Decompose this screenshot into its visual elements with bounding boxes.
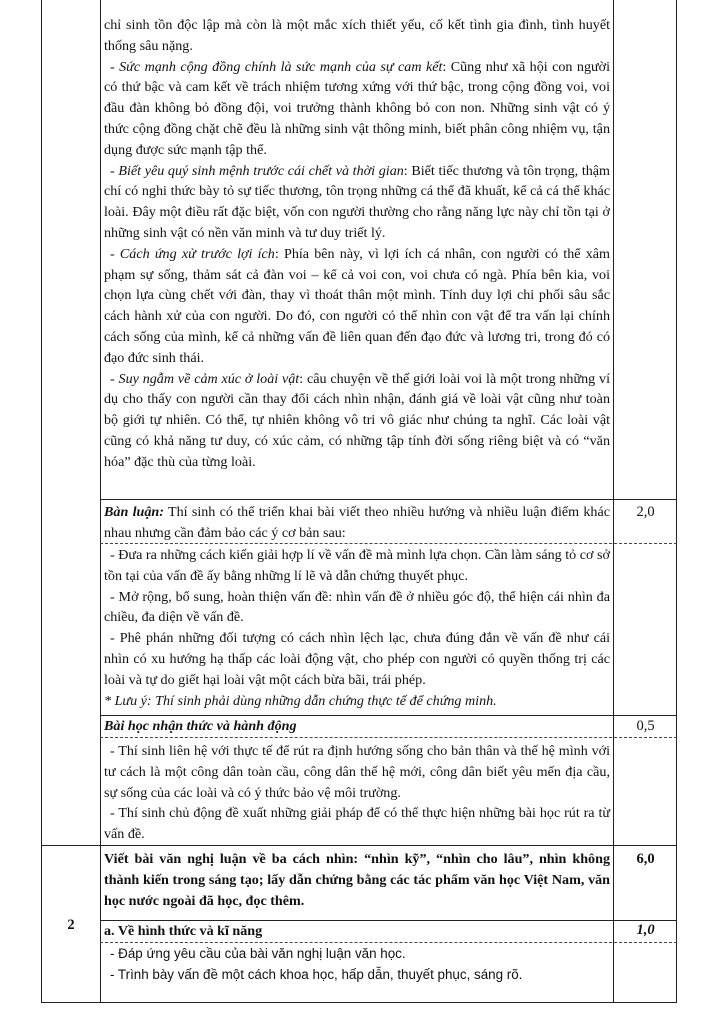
- part-a-header: a. Về hình thức và kĩ năng: [104, 923, 263, 939]
- row-divider-dashed: [100, 942, 677, 943]
- banluan-score: 2,0: [636, 504, 655, 520]
- part-a-score: 1,0: [636, 922, 655, 938]
- question2-score: 6,0: [636, 851, 655, 867]
- banluan-item-3: - Phê phán những đối tượng có cách nhìn lệch lạc, chưa đúng đắn về vấn đề như cái nhìn có xu hướng hạ thấp các loài động vật, cho phép con người có quyền thống trị các loài và tự do giết hại loài vật một cách bừa bãi, trái phép.: [104, 630, 610, 688]
- baihoc-score: 0,5: [636, 718, 655, 734]
- section1-block: [104, 15, 610, 473]
- section1-paragraph-5: - Suy ngẫm về cảm xúc ở loài vật: câu chuyện về thế giới loài voi là một trong những ví dụ cho thấy con người cần thay đổi cách nhìn nhận, đánh giá về loài vật cũng như toàn bộ giới tự nhiên. Có thể, tự nhiên không vô tri vô giác như chúng ta nghĩ. Các loài vật cũng có khả năng tư duy, có xúc cảm, có những tập tính đời sống riêng biệt và có “văn hóa” đặc thù của từng loài.: [104, 370, 611, 470]
- row-divider: [41, 845, 677, 846]
- part-a-item-2: - Trình bày vấn đề một cách khoa học, hấp dẫn, thuyết phục, sáng rõ.: [110, 966, 523, 982]
- banluan-note: * Lưu ý: Thí sinh phải dùng những dẫn chứng thực tế để chứng minh.: [104, 692, 497, 709]
- table-border-right: [676, 0, 677, 1002]
- banluan-items: [104, 545, 610, 711]
- question2-prompt: Viết bài văn nghị luận về ba cách nhìn: “nhìn kỹ”, “nhìn cho lâu”, nhìn không thành kiến trong sáng tạo; lấy dẫn chứng bằng các tác phẩm văn học Việt Nam, văn học nước ngoài đã học, đọc thêm.: [104, 851, 610, 909]
- section1-paragraph-1: chỉ sinh tồn độc lập mà còn là một mắc xích thiết yếu, cố kết tình gia đình, tình huyết thống sâu nặng.: [104, 17, 610, 54]
- banluan-item-1: - Đưa ra những cách kiến giải hợp lí về vấn đề mà mình lựa chọn. Cần làm sáng tỏ cơ sở tồn tại của vấn đề ấy bằng những lí lẽ và dẫn chứng thuyết phục.: [104, 547, 610, 584]
- table-border-bottom: [41, 1002, 677, 1003]
- row-divider-dashed: [100, 737, 677, 738]
- row-divider: [100, 499, 677, 500]
- part-a-item-1: - Đáp ứng yêu cầu của bài văn nghị luận văn học.: [110, 946, 406, 961]
- section1-paragraph-4: - Cách ứng xử trước lợi ích: Phía bên này, vì lợi ích cá nhân, con người có thể xâm phạm sự sống, thảm sát cả đàn voi – kể cả voi con, voi chưa có ngà. Phía bên kia, voi chọn lựa cùng chết với đàn, thay vì thoát thân một mình. Tính duy lợi chi phối sâu sắc cách hành xử của con người. Do đó, con người có thể nhìn con vật để tra vấn lại chính cách sống của mình, kể cả những vấn đề liên quan đến đạo đức và lương tri, trong đó có đạo đức sinh thái.: [104, 245, 610, 366]
- baihoc-item-1: - Thí sinh liên hệ với thực tế để rút ra định hướng sống cho bản thân và thế hệ mình với tư cách là một công dân toàn cầu, công dân thế hệ mới, công dân biết yêu mến địa cầu, sự sống của các loài và có ý thức bảo vệ môi trường.: [104, 743, 610, 801]
- section1-paragraph-3: - Biết yêu quý sinh mệnh trước cái chết và thời gian: Biết tiếc thương và tôn trọng, thậm chí có nghi thức bày tỏ sự tiếc thương, tôn trọng những cá thể đã khuất, kể cả cá thể khác loài. Đây một điều rất đặc biệt, vốn con người thường cho rằng năng lực này chỉ tồn tại ở những sinh vật có nền văn minh và tư duy triết lý.: [104, 162, 611, 241]
- baihoc-header: Bài học nhận thức và hành động: [104, 718, 297, 734]
- question-number: 2: [67, 917, 75, 933]
- banluan-header: Bàn luận: Thí sinh có thể triển khai bài viết theo nhiều hướng và nhiều luận điểm khác nhau nhưng cần đảm bảo các ý cơ bản sau:: [104, 504, 610, 541]
- table-border-left: [41, 0, 42, 1002]
- baihoc-item-2: - Thí sinh chủ động đề xuất những giải pháp để có thể thực hiện những bài học rút ra từ vấn đề.: [104, 805, 610, 843]
- table-border-col1: [100, 0, 101, 1002]
- section1-paragraph-2: - Sức mạnh cộng đồng chính là sức mạnh của sự cam kết: Cũng như xã hội con người có thứ bậc và cam kết về trách nhiệm tương xứng với thứ bậc, trong cộng đồng voi, voi đầu đàn không bỏ đồng đội, voi trưởng thành không bỏ con non. Những sinh vật có ý thức cộng đồng chặt chẽ đều là những sinh vật thông minh, biết phân công nhiệm vụ, tận dụng được sức mạnh tập thể.: [104, 58, 610, 158]
- banluan-item-2: - Mở rộng, bổ sung, hoàn thiện vấn đề: nhìn vấn đề ở nhiều góc độ, thể hiện cái nhìn đa chiều, đa diện về vấn đề.: [104, 588, 610, 626]
- part-a-items: [104, 944, 610, 986]
- baihoc-items: [104, 741, 610, 845]
- table-border-col2: [613, 0, 614, 1002]
